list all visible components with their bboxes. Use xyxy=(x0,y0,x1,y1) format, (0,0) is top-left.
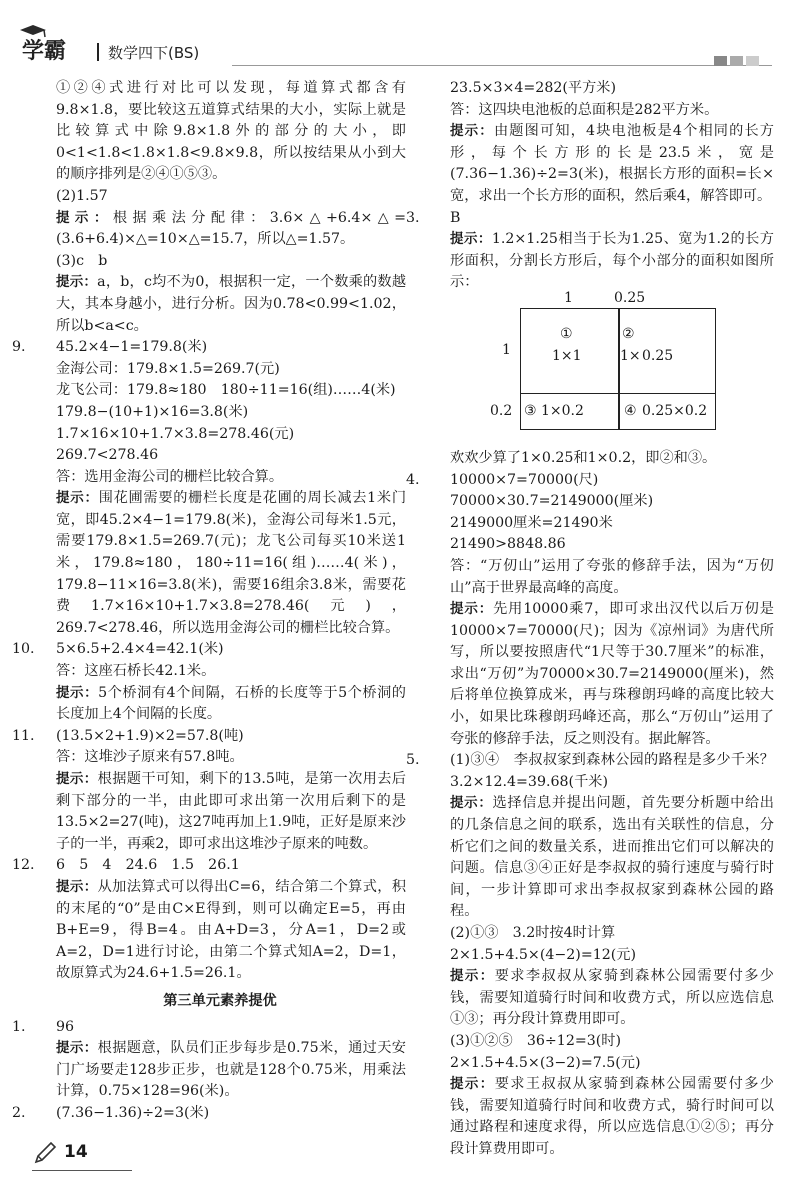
question-number: 12. xyxy=(12,857,35,874)
paragraph-text: (1)③④ 李叔叔家到森林公园的路程是多少千米？ 3.2×12.4=39.68(千米) xyxy=(450,752,789,790)
paragraph-text: 从加法算式可以得出C=6，结合第二个算式，积的末尾的“0”是由C×E得到，则可以确定E=5，再由B+E=9，得B=4。由A+D=3，分A=1，D=2或A=2，D=1进行讨论，由第二个算式知A=2，D=1，故原算式为24.6+1.5=26.1。 xyxy=(56,878,407,982)
hint-paragraph xyxy=(428,793,774,923)
page-header xyxy=(0,0,800,72)
answer-line xyxy=(34,424,406,446)
question-answer xyxy=(406,470,774,492)
region-3: ③ 1×0.2 xyxy=(524,402,584,419)
hint-label: 提示： xyxy=(56,490,99,507)
question-answer xyxy=(12,639,406,661)
question-answer xyxy=(12,1017,406,1039)
question-number: 4. xyxy=(406,471,420,488)
region-2-expr: 1× xyxy=(620,347,641,364)
paragraph-text: (13.5×2+1.9)×2=57.8(吨) xyxy=(56,727,244,744)
paragraph-text: 5×6.5+2.4×4=42.1(米) xyxy=(56,641,224,658)
answer-line xyxy=(34,359,406,381)
region-4-label: ④ xyxy=(624,402,637,419)
answer-line xyxy=(34,402,406,424)
answer-line xyxy=(428,534,774,556)
paragraph-text: 选择信息并提出问题，首先要分析题中给出的几条信息之间的联系，选出有关联性的信息，分析它们之间的数量关系，进而推出它们可以解决的问题。信息③④正好是李叔叔的骑行速度与骑行时间，一步计算即可求出李叔叔家到森林公园的路程。 xyxy=(450,795,774,920)
question-number: 11. xyxy=(12,727,35,744)
paragraph-text: (3)c b xyxy=(56,252,108,269)
paragraph-text: 179.8−(10+1)×16=3.8(米) xyxy=(56,403,249,420)
question-number: 5. xyxy=(406,752,420,769)
hint-label: 提示： xyxy=(56,1040,98,1057)
question-number: 1. xyxy=(12,1018,26,1035)
dim-right-025: 0.25 xyxy=(642,347,674,364)
paragraph-text: 要求李叔叔从家骑到森林公园需要付多少钱，需要知道骑行时间和收费方式，所以应选信息①③；再分段计算费用即可。 xyxy=(450,968,774,1028)
hint-label: 提示： xyxy=(56,684,99,701)
answer-line xyxy=(34,661,406,683)
right-column xyxy=(406,78,789,1161)
paragraph-text: 269.7<278.46 xyxy=(56,447,159,464)
header-rule xyxy=(232,65,772,66)
answer-line xyxy=(428,78,774,100)
paragraph-text: 2149000厘米=21490米 xyxy=(450,514,613,531)
question-number: 10. xyxy=(12,641,35,658)
answer-line xyxy=(428,945,774,967)
hint-paragraph xyxy=(428,966,774,1031)
region-2-label: ② xyxy=(622,325,635,342)
paragraph-text: 2×1.5+4.5×(3−2)=7.5(元) xyxy=(450,1054,641,1071)
answer-line xyxy=(34,467,406,489)
paragraph-text: 根据题意，队员们正步每步是0.75米，通过天安门广场要走128步正步，也就是128个0.75米，用乘法计算，0.75×128=96(米)。 xyxy=(56,1040,406,1100)
paragraph-text: 70000×30.7=2149000(厘米) xyxy=(450,493,654,510)
hint-paragraph xyxy=(34,208,406,251)
answer-line xyxy=(428,491,774,513)
paragraph-text: 先用10000乘7，即可求出汉代以后万仞是10000×7=70000(尺)；因为《凉州词》为唐代所写，所以要按照唐代“1尺等于30.7厘米”的标准，求出“万仞”为70000×30.7=2149000(厘米)，然后将单位换算成米，再与珠穆朗玛峰的高度比较大小，如果比珠穆朗玛峰还高，那么“万仞山”运用了夸张的修辞手法，反之则没有。据此解答。 xyxy=(450,601,774,747)
paragraph-text: 答：这座石桥长42.1米。 xyxy=(56,663,216,680)
paragraph-text: 6 5 4 24.6 1.5 26.1 xyxy=(56,857,240,874)
right-column-top xyxy=(406,78,774,294)
question-answer xyxy=(12,1103,406,1125)
answer-line xyxy=(428,448,774,470)
paragraph-text: 根据乘法分配律：3.6×△+6.4×△=(3.6+6.4)×△=10×△=15.7，所以△=1.57。 xyxy=(56,209,407,248)
hint-label: 提示： xyxy=(450,1076,495,1093)
dim-top-025: 0.25 xyxy=(614,289,646,306)
answer-line xyxy=(428,1053,774,1075)
question-answer xyxy=(12,726,406,748)
diagram-horizontal-divider xyxy=(520,393,716,395)
paragraph-text: (2)①③ 3.2时按4时计算 xyxy=(450,925,616,941)
answer-line xyxy=(428,1031,774,1053)
paragraph-text: 2×1.5+4.5×(4−2)=12(元) xyxy=(450,946,637,963)
hint-label: 提示： xyxy=(56,209,113,226)
dim-left-1: 1 xyxy=(502,341,511,358)
hint-paragraph xyxy=(34,272,406,337)
paragraph-text: 围花圃需要的栅栏长度是花圃的周长减去1米门宽，即45.2×4−1=179.8(米)，金海公司每米1.5元，需要179.8×1.5=269.7(元)；龙飞公司每买10米送1米，179.8≈180，180÷11=16(组)……4(米)，179.8−11×16=3.8(米)，需要16组余3.8米，需要花费1.7×16×10+1.7×3.8=278.46(元)，269.7<278.46，所以选用金海公司的栅栏比较合算。 xyxy=(56,490,407,636)
paragraph-text: 23.5×3×4=282(平方米) xyxy=(450,80,617,96)
hint-paragraph xyxy=(34,769,406,855)
paragraph-text: B xyxy=(450,209,461,226)
paragraph-text: 答：选用金海公司的栅栏比较合算。 xyxy=(56,468,284,485)
paragraph-text: 10000×7=70000(尺) xyxy=(450,471,599,488)
hint-label: 提示： xyxy=(56,274,98,291)
hint-paragraph xyxy=(34,877,406,985)
hint-label: 提示： xyxy=(56,878,98,895)
hint-paragraph xyxy=(428,599,774,750)
section-title: 第三单元素养提优 xyxy=(163,992,277,1009)
hint-paragraph xyxy=(428,229,774,294)
answer-line xyxy=(34,78,406,186)
hint-paragraph xyxy=(34,1038,406,1103)
paragraph-text: 龙飞公司：179.8≈180 180÷11=16(组)……4(米) xyxy=(56,382,396,399)
hint-label: 提示： xyxy=(450,123,494,140)
book-title: 数学四下(BS) xyxy=(108,44,200,62)
paragraph-text: 根据题干可知，剩下的13.5吨，是第一次用去后剩下部分的一半，由此即可求出第一次用后剩下的是13.5×2=27(吨)，这27吨再加上1.9吨，正好是原来沙子的一半，再乘2，即可求出这堆沙子原来的吨数。 xyxy=(56,771,406,852)
answer-line xyxy=(34,186,406,208)
brand-logo: 学霸 xyxy=(22,39,67,64)
answer-line xyxy=(428,513,774,535)
paragraph-text: 由题图可知，4块电池板是4个相同的长方形，每个长方形的长是23.5米，宽是(7.36−1.36)÷2=3(米)，根据长方形的面积=长×宽，求出一个长方形的面积，然后乘4，解答即可。 xyxy=(450,123,774,204)
paragraph-text: 金海公司：179.8×1.5=269.7(元) xyxy=(56,360,280,377)
question-answer xyxy=(12,337,406,359)
question-number: 3. xyxy=(406,209,420,226)
decorative-squares xyxy=(714,51,762,70)
paragraph-text: 欢欢少算了1×0.25和1×0.2，即②和③。 xyxy=(450,449,717,466)
hint-label: 提示： xyxy=(450,968,495,985)
question-number: 9. xyxy=(12,339,26,356)
paragraph-text: 1.2×1.25相当于长为1.25、宽为1.2的长方形面积，分割长方形后，每个小部分的面积如图所示： xyxy=(450,231,774,291)
paragraph-text: 要求王叔叔从家骑到森林公园需要付多少钱，需要知道骑行时间和收费方式，骑行时间可以通过路程和速度求得，所以应选信息①②⑤；再分段计算费用即可。 xyxy=(450,1076,774,1157)
dim-top-1: 1 xyxy=(564,289,573,306)
hint-paragraph xyxy=(34,488,406,639)
region-4-expr: 0.25×0.2 xyxy=(642,402,708,419)
page-footer xyxy=(18,1140,798,1180)
paragraph-text: 答：“万仞山”运用了夸张的修辞手法，因为“万仞山”高于世界最高峰的高度。 xyxy=(450,557,774,596)
dim-left-02: 0.2 xyxy=(490,402,513,419)
hint-label: 提示： xyxy=(450,795,493,812)
area-diagram xyxy=(428,289,774,446)
paragraph-text: 答：这四块电池板的总面积是282平方米。 xyxy=(450,101,719,118)
paragraph-text: 21490>8848.86 xyxy=(450,536,566,553)
hint-label: 提示： xyxy=(450,601,494,618)
paragraph-text: 1.7×16×10+1.7×3.8=278.46(元) xyxy=(56,425,295,442)
paragraph-text: 45.2×4−1=179.8(米) xyxy=(56,339,208,356)
left-column xyxy=(12,78,407,1125)
paragraph-text: 答：这堆沙子原来有57.8吨。 xyxy=(56,749,244,766)
footer-rule xyxy=(32,1170,132,1171)
question-answer xyxy=(406,208,774,230)
answer-line xyxy=(34,445,406,467)
region-1-label: ① xyxy=(560,325,573,342)
answer-line xyxy=(428,923,774,945)
answer-line xyxy=(428,556,774,599)
pencil-icon xyxy=(32,1140,58,1166)
hint-paragraph xyxy=(428,121,774,207)
region-1-expr: 1×1 xyxy=(552,347,582,364)
question-answer xyxy=(406,750,789,793)
hint-label: 提示： xyxy=(56,771,98,787)
paragraph-text: 5个桥洞有4个间隔，石桥的长度等于5个桥洞的长度加上4个间隔的长度。 xyxy=(56,684,406,723)
diagram-vertical-divider xyxy=(618,308,620,430)
right-column-bottom xyxy=(406,448,789,1161)
hint-paragraph xyxy=(34,683,406,726)
question-answer xyxy=(12,855,406,877)
page-number: 14 xyxy=(64,1142,88,1162)
paragraph-text: a，b，c均不为0，根据积一定，一个数乘的数越大，其本身越小，进行分析。因为0.78<0.99<1.02，所以b<a<c。 xyxy=(56,274,407,334)
answer-line xyxy=(34,747,406,769)
answer-line xyxy=(34,251,406,273)
hint-label: 提示： xyxy=(450,231,492,248)
header-divider xyxy=(97,43,99,61)
paragraph-text: (7.36−1.36)÷2=3(米) xyxy=(56,1104,210,1121)
question-number: 2. xyxy=(12,1104,26,1121)
answer-line xyxy=(34,380,406,402)
paragraph-text: 96 xyxy=(56,1018,75,1035)
answer-line xyxy=(428,100,774,122)
paragraph-text: ①②④式进行对比可以发现，每道算式都含有9.8×1.8，要比较这五道算式结果的大小，实际上就是比较算式中除9.8×1.8外的部分的大小，即0<1<1.8<1.8×1.8<9.8×9.8，所以按结果从小到大的顺序排列是②④①⑤③。 xyxy=(56,80,406,183)
paragraph-text: (3)①②⑤ 36÷12=3(时) xyxy=(450,1032,622,1049)
paragraph-text: (2)1.57 xyxy=(56,187,108,204)
